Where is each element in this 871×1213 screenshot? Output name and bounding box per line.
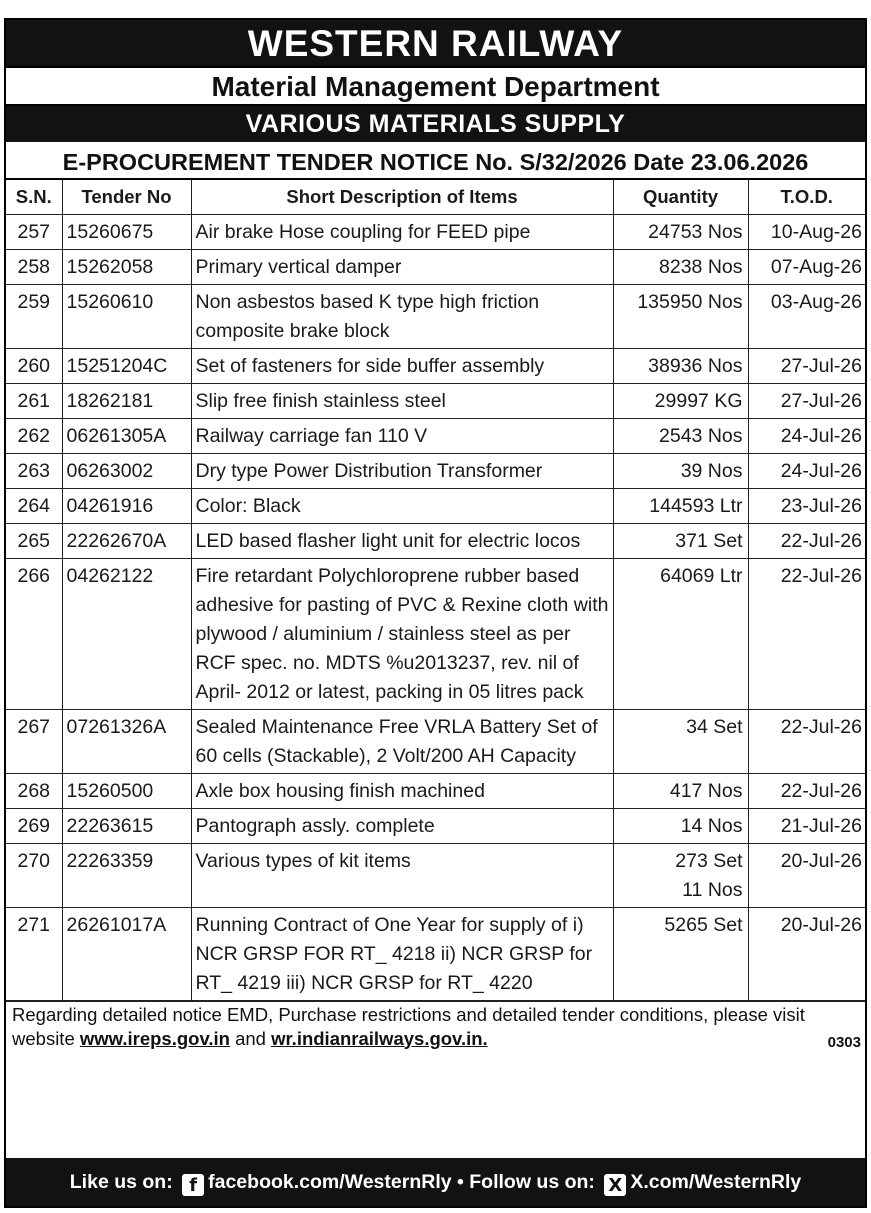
cell-tod: 27-Jul-26	[748, 383, 865, 418]
cell-tender-no: 15260675	[62, 214, 191, 249]
quantity-value: 2543 Nos	[659, 424, 743, 447]
cell-tender-no: 22262670A	[62, 523, 191, 558]
cell-tod: 21-Jul-26	[748, 808, 865, 843]
cell-sn: 268	[6, 773, 62, 808]
cell-tod: 24-Jul-26	[748, 418, 865, 453]
cell-tod: 03-Aug-26	[748, 284, 865, 348]
cell-tod: 20-Jul-26	[748, 907, 865, 1000]
cell-tod: 22-Jul-26	[748, 773, 865, 808]
quantity-value: 371 Set	[675, 529, 743, 552]
cell-quantity	[613, 488, 748, 523]
column-header-description: Short Description of Items	[191, 180, 613, 214]
cell-quantity	[613, 214, 748, 249]
cell-description: Air brake Hose coupling for FEED pipe	[191, 214, 613, 249]
table-row	[6, 808, 865, 843]
quantity-value: 39 Nos	[680, 459, 743, 482]
quantity-value: 38936 Nos	[648, 354, 743, 377]
cell-quantity	[613, 773, 748, 808]
table-row	[6, 453, 865, 488]
table-row	[6, 773, 865, 808]
facebook-icon: f	[182, 1174, 204, 1196]
cell-quantity	[613, 808, 748, 843]
cell-tod: 22-Jul-26	[748, 558, 865, 709]
cell-tender-no: 15262058	[62, 249, 191, 284]
wr-website-link[interactable]: wr.indianrailways.gov.in.	[271, 1027, 488, 1049]
cell-sn: 257	[6, 214, 62, 249]
tender-notice	[4, 18, 867, 1208]
cell-quantity	[613, 418, 748, 453]
quantity-value: 144593 Ltr	[649, 494, 743, 517]
column-header-quantity: Quantity	[613, 180, 748, 214]
cell-quantity	[613, 523, 748, 558]
category-band: VARIOUS MATERIALS SUPPLY	[6, 106, 865, 142]
cell-description: Dry type Power Distribution Transformer	[191, 453, 613, 488]
table-row	[6, 907, 865, 1000]
cell-tender-no: 15260500	[62, 773, 191, 808]
cell-description: Sealed Maintenance Free VRLA Battery Set of 60 cells (Stackable), 2 Volt/200 AH Capacity	[191, 709, 613, 773]
footer-note	[6, 1001, 865, 1059]
cell-quantity	[613, 907, 748, 1000]
quantity-value: 273 Set	[675, 849, 743, 872]
quantity-value: 64069 Ltr	[660, 564, 743, 587]
cell-tod: 07-Aug-26	[748, 249, 865, 284]
cell-quantity	[613, 249, 748, 284]
cell-sn: 269	[6, 808, 62, 843]
cell-description: Running Contract of One Year for supply of i) NCR GRSP FOR RT_ 4218 ii) NCR GRSP for RT_ 4219 iii) NCR GRSP for RT_ 4220	[191, 907, 613, 1000]
table-row	[6, 249, 865, 284]
cell-tender-no: 22263615	[62, 808, 191, 843]
cell-tender-no: 18262181	[62, 383, 191, 418]
cell-tender-no: 26261017A	[62, 907, 191, 1000]
table-row	[6, 709, 865, 773]
cell-tender-no: 07261326A	[62, 709, 191, 773]
cell-sn: 270	[6, 843, 62, 907]
quantity-value: 5265 Set	[664, 913, 743, 936]
cell-tender-no: 04262122	[62, 558, 191, 709]
x-icon: X	[604, 1174, 626, 1196]
cell-description: Various types of kit items	[191, 843, 613, 907]
cell-sn: 259	[6, 284, 62, 348]
tender-table	[6, 180, 865, 1001]
table-header-row	[6, 180, 865, 214]
like-label: Like us on:	[69, 1171, 173, 1193]
cell-quantity	[613, 709, 748, 773]
facebook-link[interactable]: facebook.com/WesternRly	[208, 1171, 452, 1193]
column-header-sn: S.N.	[6, 180, 62, 214]
quantity-value: 14 Nos	[680, 814, 743, 837]
page-title: WESTERN RAILWAY	[6, 20, 865, 66]
cell-tender-no: 06261305A	[62, 418, 191, 453]
social-bar	[6, 1158, 865, 1206]
column-header-tender-no: Tender No	[62, 180, 191, 214]
department-name: Material Management Department	[6, 66, 865, 106]
follow-label: Follow us on:	[469, 1171, 595, 1193]
table-row	[6, 488, 865, 523]
table-row	[6, 843, 865, 907]
cell-sn: 262	[6, 418, 62, 453]
table-row	[6, 383, 865, 418]
cell-description: Pantograph assly. complete	[191, 808, 613, 843]
table-row	[6, 214, 865, 249]
cell-tender-no: 22263359	[62, 843, 191, 907]
cell-quantity	[613, 453, 748, 488]
cell-tender-no: 15260610	[62, 284, 191, 348]
cell-description: Railway carriage fan 110 V	[191, 418, 613, 453]
quantity-value: 29997 KG	[654, 389, 743, 412]
quantity-value: 8238 Nos	[659, 255, 743, 278]
cell-description: Slip free finish stainless steel	[191, 383, 613, 418]
cell-description: Non asbestos based K type high friction composite brake block	[191, 284, 613, 348]
cell-tender-no: 04261916	[62, 488, 191, 523]
cell-sn: 260	[6, 348, 62, 383]
cell-description: Primary vertical damper	[191, 249, 613, 284]
table-row	[6, 284, 865, 348]
quantity-value: 135950 Nos	[637, 290, 743, 313]
cell-sn: 265	[6, 523, 62, 558]
cell-quantity	[613, 843, 748, 907]
cell-sn: 266	[6, 558, 62, 709]
cell-description: Color: Black	[191, 488, 613, 523]
quantity-value: 11 Nos	[682, 878, 743, 901]
table-row	[6, 558, 865, 709]
quantity-value: 417 Nos	[669, 779, 743, 802]
cell-quantity	[613, 348, 748, 383]
cell-tod: 23-Jul-26	[748, 488, 865, 523]
footer-text: Regarding detailed notice EMD, Purchase restrictions and detailed tender conditions, please visit website	[12, 1003, 805, 1049]
table-row	[6, 348, 865, 383]
x-link[interactable]: X.com/WesternRly	[630, 1171, 802, 1193]
separator-dot: •	[457, 1171, 464, 1193]
cell-description: Axle box housing finish machined	[191, 773, 613, 808]
cell-quantity	[613, 284, 748, 348]
cell-tod: 10-Aug-26	[748, 214, 865, 249]
cell-sn: 261	[6, 383, 62, 418]
cell-tod: 22-Jul-26	[748, 709, 865, 773]
table-row	[6, 418, 865, 453]
notice-code: 0303	[827, 1033, 861, 1051]
cell-tod: 24-Jul-26	[748, 453, 865, 488]
cell-sn: 267	[6, 709, 62, 773]
cell-quantity	[613, 383, 748, 418]
cell-sn: 258	[6, 249, 62, 284]
quantity-value: 24753 Nos	[648, 220, 743, 243]
cell-tod: 20-Jul-26	[748, 843, 865, 907]
quantity-value: 34 Set	[686, 715, 743, 738]
footer-and: and	[235, 1027, 266, 1049]
table-row	[6, 523, 865, 558]
ireps-link[interactable]: www.ireps.gov.in	[79, 1027, 230, 1049]
cell-sn: 263	[6, 453, 62, 488]
cell-tender-no: 06263002	[62, 453, 191, 488]
cell-description: Fire retardant Polychloroprene rubber based adhesive for pasting of PVC & Rexine cloth with plywood / aluminium / stainless steel as per RCF spec. no. MDTS %u2013237, rev. nil of April- 2012 or latest, packing in 05 litres pack	[191, 558, 613, 709]
cell-sn: 271	[6, 907, 62, 1000]
cell-quantity	[613, 558, 748, 709]
column-header-tod: T.O.D.	[748, 180, 865, 214]
cell-tender-no: 15251204C	[62, 348, 191, 383]
cell-sn: 264	[6, 488, 62, 523]
cell-tod: 22-Jul-26	[748, 523, 865, 558]
cell-description: LED based flasher light unit for electric locos	[191, 523, 613, 558]
cell-tod: 27-Jul-26	[748, 348, 865, 383]
tender-notice-number: E-PROCUREMENT TENDER NOTICE No. S/32/2026 Date 23.06.2026	[6, 142, 865, 180]
cell-description: Set of fasteners for side buffer assembly	[191, 348, 613, 383]
